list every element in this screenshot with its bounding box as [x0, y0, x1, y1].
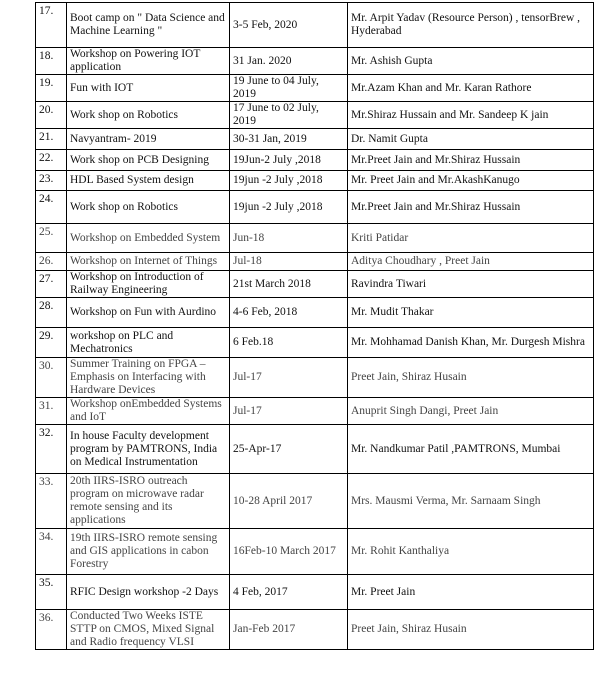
event-name-cell: Summer Training on FPGA – Emphasis on Interfacing with Hardware Devices — [67, 358, 230, 398]
event-date-cell: 3-5 Feb, 2020 — [230, 3, 348, 48]
event-name-cell: Workshop on Embedded System — [67, 224, 230, 253]
table-row — [36, 224, 594, 253]
resource-person-cell: Mr. Preet Jain and Mr.AkashKanugo — [348, 171, 594, 191]
event-name-cell: Workshop on Fun with Aurdino — [67, 298, 230, 328]
row-number-cell: 29. — [36, 328, 67, 358]
resource-person-cell: Mr. Nandkumar Patil ,PAMTRONS, Mumbai — [348, 425, 594, 474]
event-name-cell: 20th IIRS-ISRO outreach program on microwave radar remote sensing and its applications — [67, 474, 230, 529]
row-number-cell: 33. — [36, 474, 67, 529]
event-date-cell: 19Jun-2 July ,2018 — [230, 150, 348, 171]
table-row — [36, 271, 594, 298]
table-row — [36, 48, 594, 75]
resource-person-cell: Mr.Preet Jain and Mr.Shiraz Hussain — [348, 150, 594, 171]
row-number-cell: 23. — [36, 171, 67, 191]
event-date-cell: 4-6 Feb, 2018 — [230, 298, 348, 328]
row-number-cell: 35. — [36, 575, 67, 610]
row-number-cell: 17. — [36, 3, 67, 48]
event-date-cell: Jul-17 — [230, 398, 348, 425]
table-row — [36, 75, 594, 102]
row-number-cell: 22. — [36, 150, 67, 171]
table-row — [36, 3, 594, 48]
event-name-cell: Boot camp on " Data Science and Machine Learning " — [67, 3, 230, 48]
resource-person-cell: Ravindra Tiwari — [348, 271, 594, 298]
event-date-cell: 19jun -2 July ,2018 — [230, 191, 348, 224]
event-name-cell: Work shop on Robotics — [67, 191, 230, 224]
table-row — [36, 191, 594, 224]
resource-person-cell: Mr. Arpit Yadav (Resource Person) , tensorBrew , Hyderabad — [348, 3, 594, 48]
event-name-cell: Conducted Two Weeks ISTE STTP on CMOS, Mixed Signal and Radio frequency VLSI — [67, 610, 230, 650]
event-date-cell: 19jun -2 July ,2018 — [230, 171, 348, 191]
row-number-cell: 34. — [36, 529, 67, 575]
table-row — [36, 129, 594, 150]
row-number-cell: 32. — [36, 425, 67, 474]
resource-person-cell: Mr.Preet Jain and Mr.Shiraz Hussain — [348, 191, 594, 224]
events-table-body — [36, 3, 594, 650]
event-date-cell: Jul-18 — [230, 253, 348, 271]
resource-person-cell: Dr. Namit Gupta — [348, 129, 594, 150]
resource-person-cell: Mr.Shiraz Hussain and Mr. Sandeep K jain — [348, 102, 594, 129]
event-date-cell: 4 Feb, 2017 — [230, 575, 348, 610]
event-date-cell: 30-31 Jan, 2019 — [230, 129, 348, 150]
event-name-cell: Workshop on Powering IOT application — [67, 48, 230, 75]
event-name-cell: Fun with IOT — [67, 75, 230, 102]
row-number-cell: 19. — [36, 75, 67, 102]
resource-person-cell: Mr. Mohhamad Danish Khan, Mr. Durgesh Mishra — [348, 328, 594, 358]
event-name-cell: HDL Based System design — [67, 171, 230, 191]
table-row — [36, 358, 594, 398]
event-date-cell: 6 Feb.18 — [230, 328, 348, 358]
event-name-cell: RFIC Design workshop -2 Days — [67, 575, 230, 610]
event-date-cell: 25-Apr-17 — [230, 425, 348, 474]
table-row — [36, 474, 594, 529]
row-number-cell: 30. — [36, 358, 67, 398]
resource-person-cell: Mr. Preet Jain — [348, 575, 594, 610]
resource-person-cell: Kriti Patidar — [348, 224, 594, 253]
event-name-cell: Work shop on Robotics — [67, 102, 230, 129]
event-date-cell: 21st March 2018 — [230, 271, 348, 298]
row-number-cell: 31. — [36, 398, 67, 425]
event-name-cell: Work shop on PCB Designing — [67, 150, 230, 171]
table-row — [36, 328, 594, 358]
resource-person-cell: Preet Jain, Shiraz Husain — [348, 358, 594, 398]
table-row — [36, 610, 594, 650]
table-row — [36, 298, 594, 328]
event-name-cell: 19th IIRS-ISRO remote sensing and GIS applications in cabon Forestry — [67, 529, 230, 575]
event-date-cell: 19 June to 04 July, 2019 — [230, 75, 348, 102]
resource-person-cell: Mr. Rohit Kanthaliya — [348, 529, 594, 575]
event-name-cell: In house Faculty development program by PAMTRONS, India on Medical Instrumentation — [67, 425, 230, 474]
row-number-cell: 26. — [36, 253, 67, 271]
event-date-cell: 16Feb-10 March 2017 — [230, 529, 348, 575]
resource-person-cell: Mr. Ashish Gupta — [348, 48, 594, 75]
row-number-cell: 28. — [36, 298, 67, 328]
event-date-cell: 10-28 April 2017 — [230, 474, 348, 529]
event-name-cell: Workshop onEmbedded Systems and IoT — [67, 398, 230, 425]
row-number-cell: 27. — [36, 271, 67, 298]
resource-person-cell: Aditya Choudhary , Preet Jain — [348, 253, 594, 271]
event-name-cell: Workshop on Introduction of Railway Engineering — [67, 271, 230, 298]
resource-person-cell: Mr. Mudit Thakar — [348, 298, 594, 328]
row-number-cell: 25. — [36, 224, 67, 253]
event-name-cell: Navyantram- 2019 — [67, 129, 230, 150]
event-date-cell: Jul-17 — [230, 358, 348, 398]
table-row — [36, 171, 594, 191]
table-row — [36, 575, 594, 610]
table-row — [36, 150, 594, 171]
table-row — [36, 529, 594, 575]
table-row — [36, 253, 594, 271]
event-date-cell: Jan-Feb 2017 — [230, 610, 348, 650]
resource-person-cell: Preet Jain, Shiraz Husain — [348, 610, 594, 650]
table-row — [36, 102, 594, 129]
row-number-cell: 20. — [36, 102, 67, 129]
table-row — [36, 398, 594, 425]
table-row — [36, 425, 594, 474]
event-date-cell: 17 June to 02 July, 2019 — [230, 102, 348, 129]
resource-person-cell: Mr.Azam Khan and Mr. Karan Rathore — [348, 75, 594, 102]
row-number-cell: 36. — [36, 610, 67, 650]
row-number-cell: 18. — [36, 48, 67, 75]
event-date-cell: Jun-18 — [230, 224, 348, 253]
event-name-cell: workshop on PLC and Mechatronics — [67, 328, 230, 358]
resource-person-cell: Anuprit Singh Dangi, Preet Jain — [348, 398, 594, 425]
event-name-cell: Workshop on Internet of Things — [67, 253, 230, 271]
events-table — [35, 2, 594, 650]
event-date-cell: 31 Jan. 2020 — [230, 48, 348, 75]
row-number-cell: 24. — [36, 191, 67, 224]
row-number-cell: 21. — [36, 129, 67, 150]
resource-person-cell: Mrs. Mausmi Verma, Mr. Sarnaam Singh — [348, 474, 594, 529]
